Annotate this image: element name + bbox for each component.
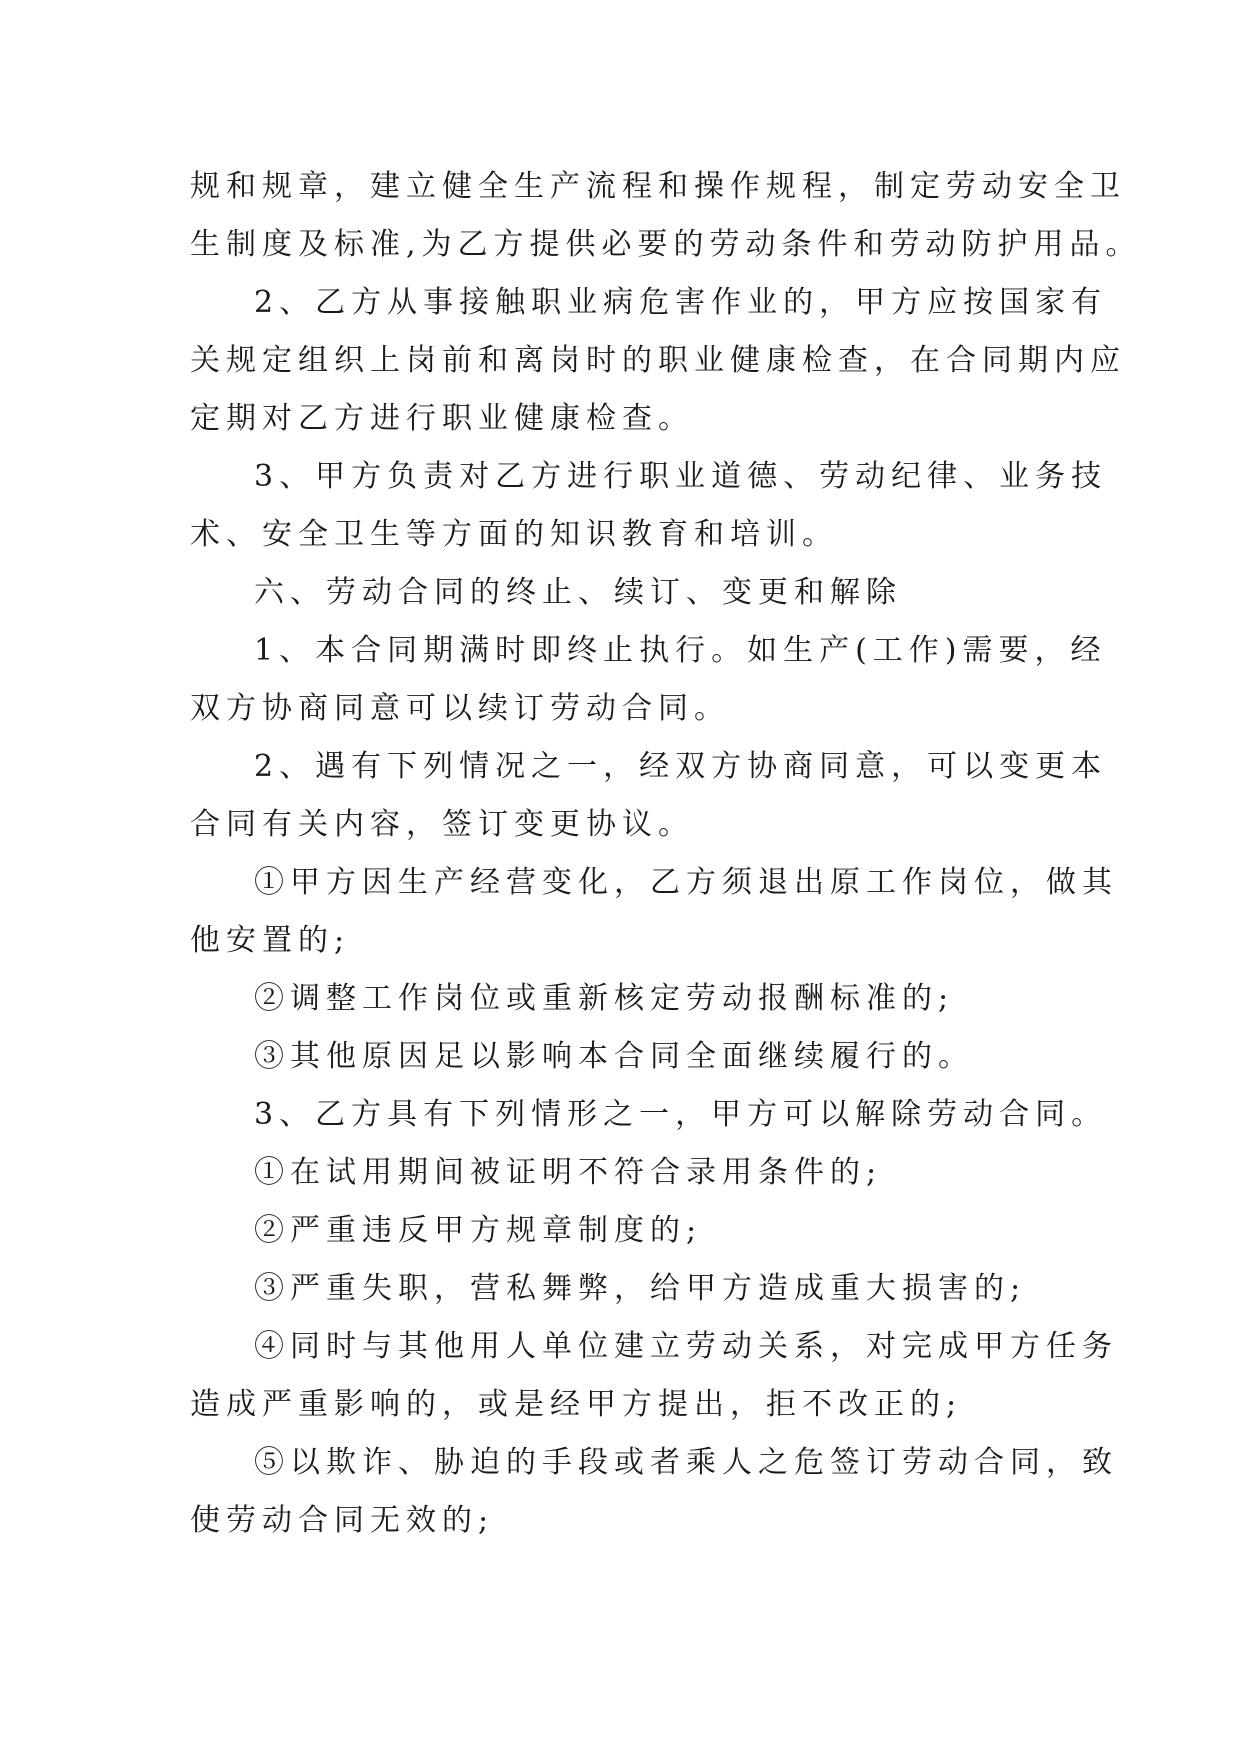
text-line: 关规定组织上岗前和离岗时的职业健康检查，在合同期内应 bbox=[190, 343, 1126, 378]
text-line: 规和规章，建立健全生产流程和操作规程，制定劳动安全卫 bbox=[190, 169, 1126, 204]
text-line: 定期对乙方进行职业健康检查。 bbox=[190, 401, 694, 436]
text-line: 双方协商同意可以续订劳动合同。 bbox=[190, 691, 730, 726]
list-item: ④同时与其他用人单位建立劳动关系，对完成甲方任务 bbox=[254, 1329, 1118, 1364]
text-line: 合同有关内容，签订变更协议。 bbox=[190, 807, 694, 842]
text-line: 3、甲方负责对乙方进行职业道德、劳动纪律、业务技 bbox=[254, 459, 1108, 494]
list-item: ②调整工作岗位或重新核定劳动报酬标准的; bbox=[254, 981, 955, 1016]
list-item: ①在试用期间被证明不符合录用条件的; bbox=[254, 1155, 883, 1190]
section-heading: 六、劳动合同的终止、续订、变更和解除 bbox=[254, 575, 902, 610]
text-line: 3、乙方具有下列情形之一，甲方可以解除劳动合同。 bbox=[254, 1097, 1108, 1132]
text-line: 2、乙方从事接触职业病危害作业的，甲方应按国家有 bbox=[254, 285, 1108, 320]
list-item: ⑤以欺诈、胁迫的手段或者乘人之危签订劳动合同，致 bbox=[254, 1445, 1118, 1480]
text-line: 他安置的; bbox=[190, 923, 351, 958]
text-line: 使劳动合同无效的; bbox=[190, 1503, 495, 1538]
list-item: ②严重违反甲方规章制度的; bbox=[254, 1213, 703, 1248]
list-item: ①甲方因生产经营变化，乙方须退出原工作岗位，做其 bbox=[254, 865, 1118, 900]
list-item: ③严重失职，营私舞弊，给甲方造成重大损害的; bbox=[254, 1271, 1027, 1306]
text-line: 1、本合同期满时即终止执行。如生产(工作)需要，经 bbox=[254, 633, 1107, 668]
text-line: 造成严重影响的，或是经甲方提出，拒不改正的; bbox=[190, 1387, 963, 1422]
list-item: ③其他原因足以影响本合同全面继续履行的。 bbox=[254, 1039, 974, 1074]
text-line: 术、安全卫生等方面的知识教育和培训。 bbox=[190, 517, 838, 552]
text-line: 2、遇有下列情况之一，经双方协商同意，可以变更本 bbox=[254, 749, 1108, 784]
text-line: 生制度及标准,为乙方提供必要的劳动条件和劳动防护用品。 bbox=[190, 227, 1142, 262]
document-body bbox=[190, 158, 1142, 1550]
